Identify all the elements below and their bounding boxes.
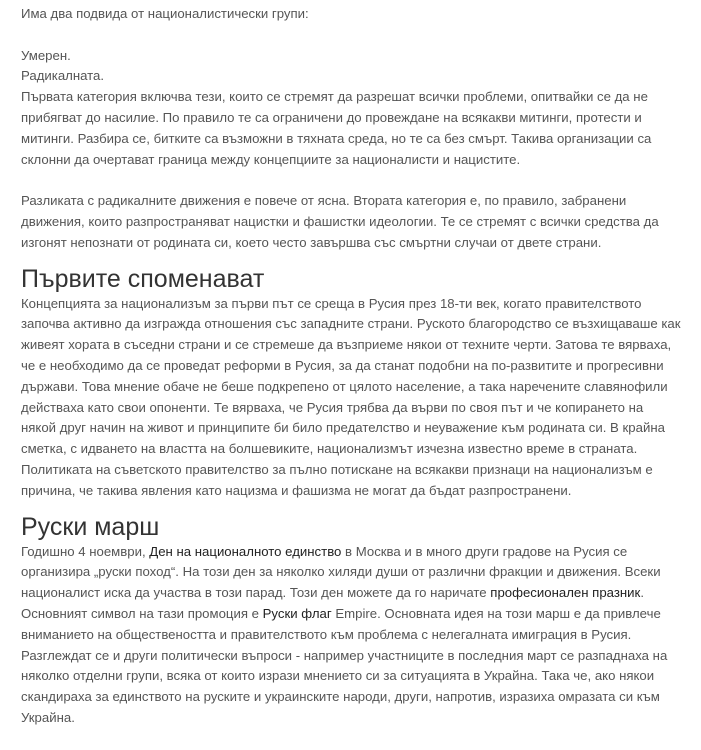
link-professional-holiday[interactable]: професионален празник [490, 585, 641, 601]
link-russian-flag[interactable]: Руски флаг [262, 605, 332, 621]
text-segment: Empire. Основната идея на този марш е да привлече вниманието на обществеността и правителството към проблема с нелегалната имиграция в Русия. Разглеждат се и други политически въпроси - например участниците в последния март се разпаднаха на няколко отделни групи, всяка от които изрази мнението си за ситуацията в Украйна. Така че, ако някои скандираха за единството на руските и украинските народи, други, напротив, изразиха омразата си към Украйна. [21, 605, 668, 725]
intro-lead: Има два подвида от националистически групи: [21, 6, 309, 21]
section-body-first-mentions: Концепцията за национализъм за първи път се среща в Русия през 18-ти век, когато правителството започва активно да изгражда отношения със западните страни. Руското благородство се възхищаваше как живеят хората в съседни страни и се стремеше да възприеме някои от техните черти. Затова те вярваха, че е необходимо да се проведат реформи в Русия, за да станат подобни на по-развитите и прогресивни държави. Това мнение обаче не беше подкрепено от цялото население, а така наречените славянофили действаха като свои опоненти. Те вярваха, че Русия трябва да върви по своя път и че копирането на някой друг начин на живот и принципите би било предателство и неуважение към родината си. В крайна сметка, с идването на властта на болшевиките, национализмът изчезна известно време в страната. Политиката на съветското правителство за пълно потискане на всякакви признаци на национализъм е причина, че такива явления като нацизма и фашизма не могат да бъдат разпространени. [21, 295, 681, 498]
list-item-moderate: Умерен. [21, 47, 71, 63]
section-heading-first-mentions: Първите споменават [21, 264, 265, 293]
intro-paragraph-1: Първата категория включва тези, които се стремят да разрешат всички проблеми, опитвайки се да не прибягват до насилие. По правило те са ограничени до провеждане на всякакви митинги, протести и митинги. Разбира се, битките са възможни в тяхната среда, но те са без смърт. Такива организации са склонни да очертават граница между концепциите за националисти и нацистите. [21, 89, 652, 167]
text-segment: в Москва и в много други градове на Русия се организира „руски поход“. На този ден за няколко хиляди души от различни фракции и движения. Всеки националист иска да участва в този парад. Този ден можете да го наричате [21, 543, 661, 601]
spacer [21, 170, 681, 191]
text-segment: Годишно 4 ноември, [21, 543, 150, 559]
list-item-radical: Радикалната. [21, 68, 105, 84]
section-body-russian-march [21, 542, 681, 729]
link-national-unity-day[interactable]: Ден на националното единство [149, 543, 342, 559]
section-heading-russian-march: Руски марш [21, 512, 160, 541]
intro-paragraph-2: Разликата с радикалните движения е повече от ясна. Втората категория е, по правило, забранени движения, които разпространяват нацистки и фашистки идеологии. Те се стремят с всички средства да изгонят непознати от родината си, което често завършва със смъртни случаи от двете страни. [21, 193, 659, 250]
intro-section [21, 0, 681, 254]
text-segment: . Основният символ на тази промоция е [21, 585, 644, 621]
spacer [21, 25, 681, 46]
